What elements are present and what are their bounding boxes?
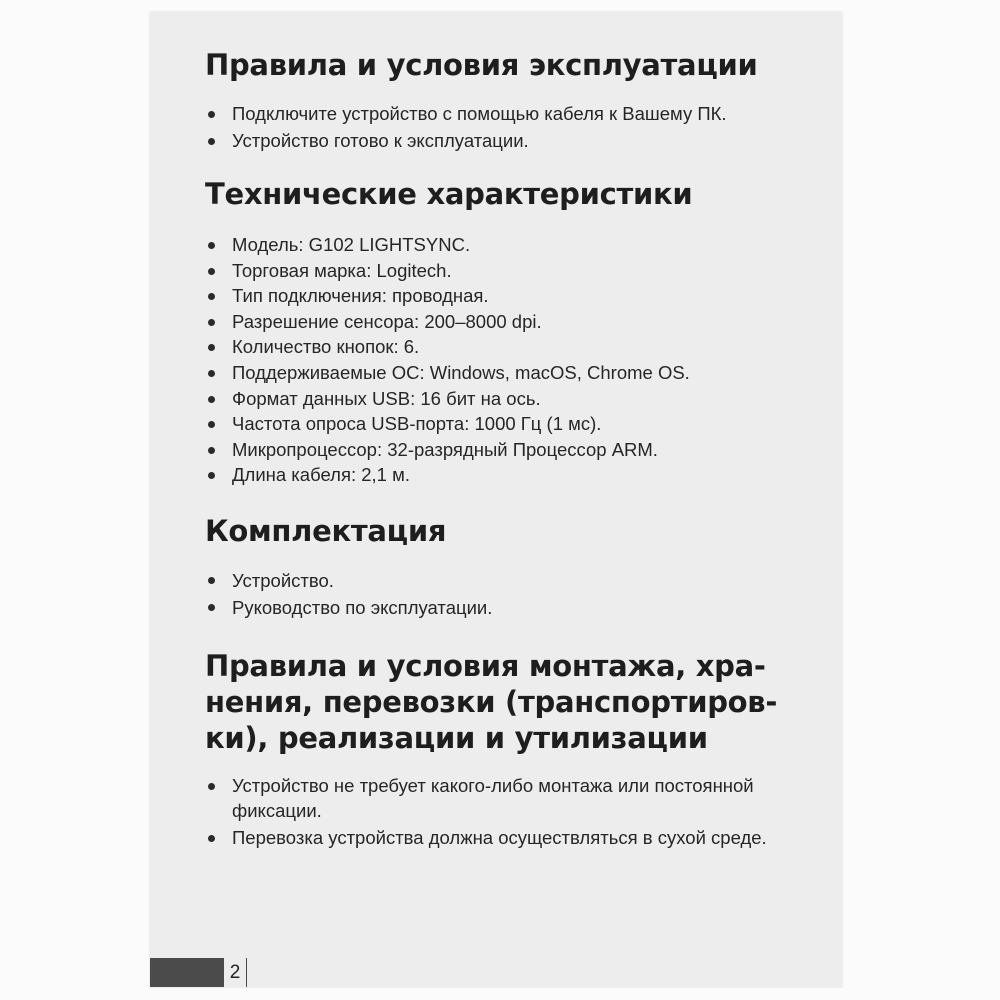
list-item: Руководство по эксплуатации. — [205, 594, 820, 621]
list-item: Торговая марка: Logitech. — [205, 258, 820, 284]
manual-page — [150, 12, 842, 987]
section-title-line: Правила и условия монтажа, хра- — [205, 648, 766, 683]
list-item: Устройство. — [205, 567, 820, 594]
bullet-list — [205, 232, 820, 488]
list-item: Микропроцессор: 32-разрядный Процессор ARM. — [205, 437, 820, 463]
list-item: Частота опроса USB-порта: 1000 Гц (1 мс). — [205, 411, 820, 437]
page-number-bar — [150, 958, 247, 987]
bullet-list — [205, 101, 820, 153]
list-item: Устройство готово к эксплуатации. — [205, 128, 820, 153]
section-package-contents — [205, 514, 820, 621]
list-item: Перевозка устройства должна осуществляться в сухой среде. — [205, 825, 820, 850]
section-specifications — [205, 177, 820, 488]
section-storage-transport-rules — [205, 648, 820, 850]
section-title-line: нения, перевозки (транспортиров- — [205, 684, 778, 719]
section-operating-rules — [205, 48, 820, 153]
list-item: Модель: G102 LIGHTSYNC. — [205, 232, 820, 258]
bullet-list — [205, 773, 820, 850]
list-item: Количество кнопок: 6. — [205, 334, 820, 360]
section-title-line: ки), реализации и утилизации — [205, 720, 708, 755]
list-item: Разрешение сенсора: 200–8000 dpi. — [205, 309, 820, 335]
list-item: Длина кабеля: 2,1 м. — [205, 462, 820, 488]
bullet-list — [205, 567, 820, 621]
page-number: 2 — [224, 958, 246, 987]
section-title: Комплектация — [205, 513, 447, 548]
list-item: Формат данных USB: 16 бит на ось. — [205, 386, 820, 412]
list-item: Подключите устройство с помощью кабеля к Вашему ПК. — [205, 101, 820, 126]
page-content — [205, 48, 820, 852]
section-title: Правила и условия эксплуатации — [205, 48, 758, 82]
list-item: Устройство не требует какого-либо монтажа или постоянной фиксации. — [205, 773, 820, 823]
section-title — [205, 648, 820, 756]
section-title: Технические характеристики — [205, 177, 693, 211]
list-item: Поддерживаемые ОС: Windows, macOS, Chrome OS. — [205, 360, 820, 386]
list-item: Тип подключения: проводная. — [205, 283, 820, 309]
